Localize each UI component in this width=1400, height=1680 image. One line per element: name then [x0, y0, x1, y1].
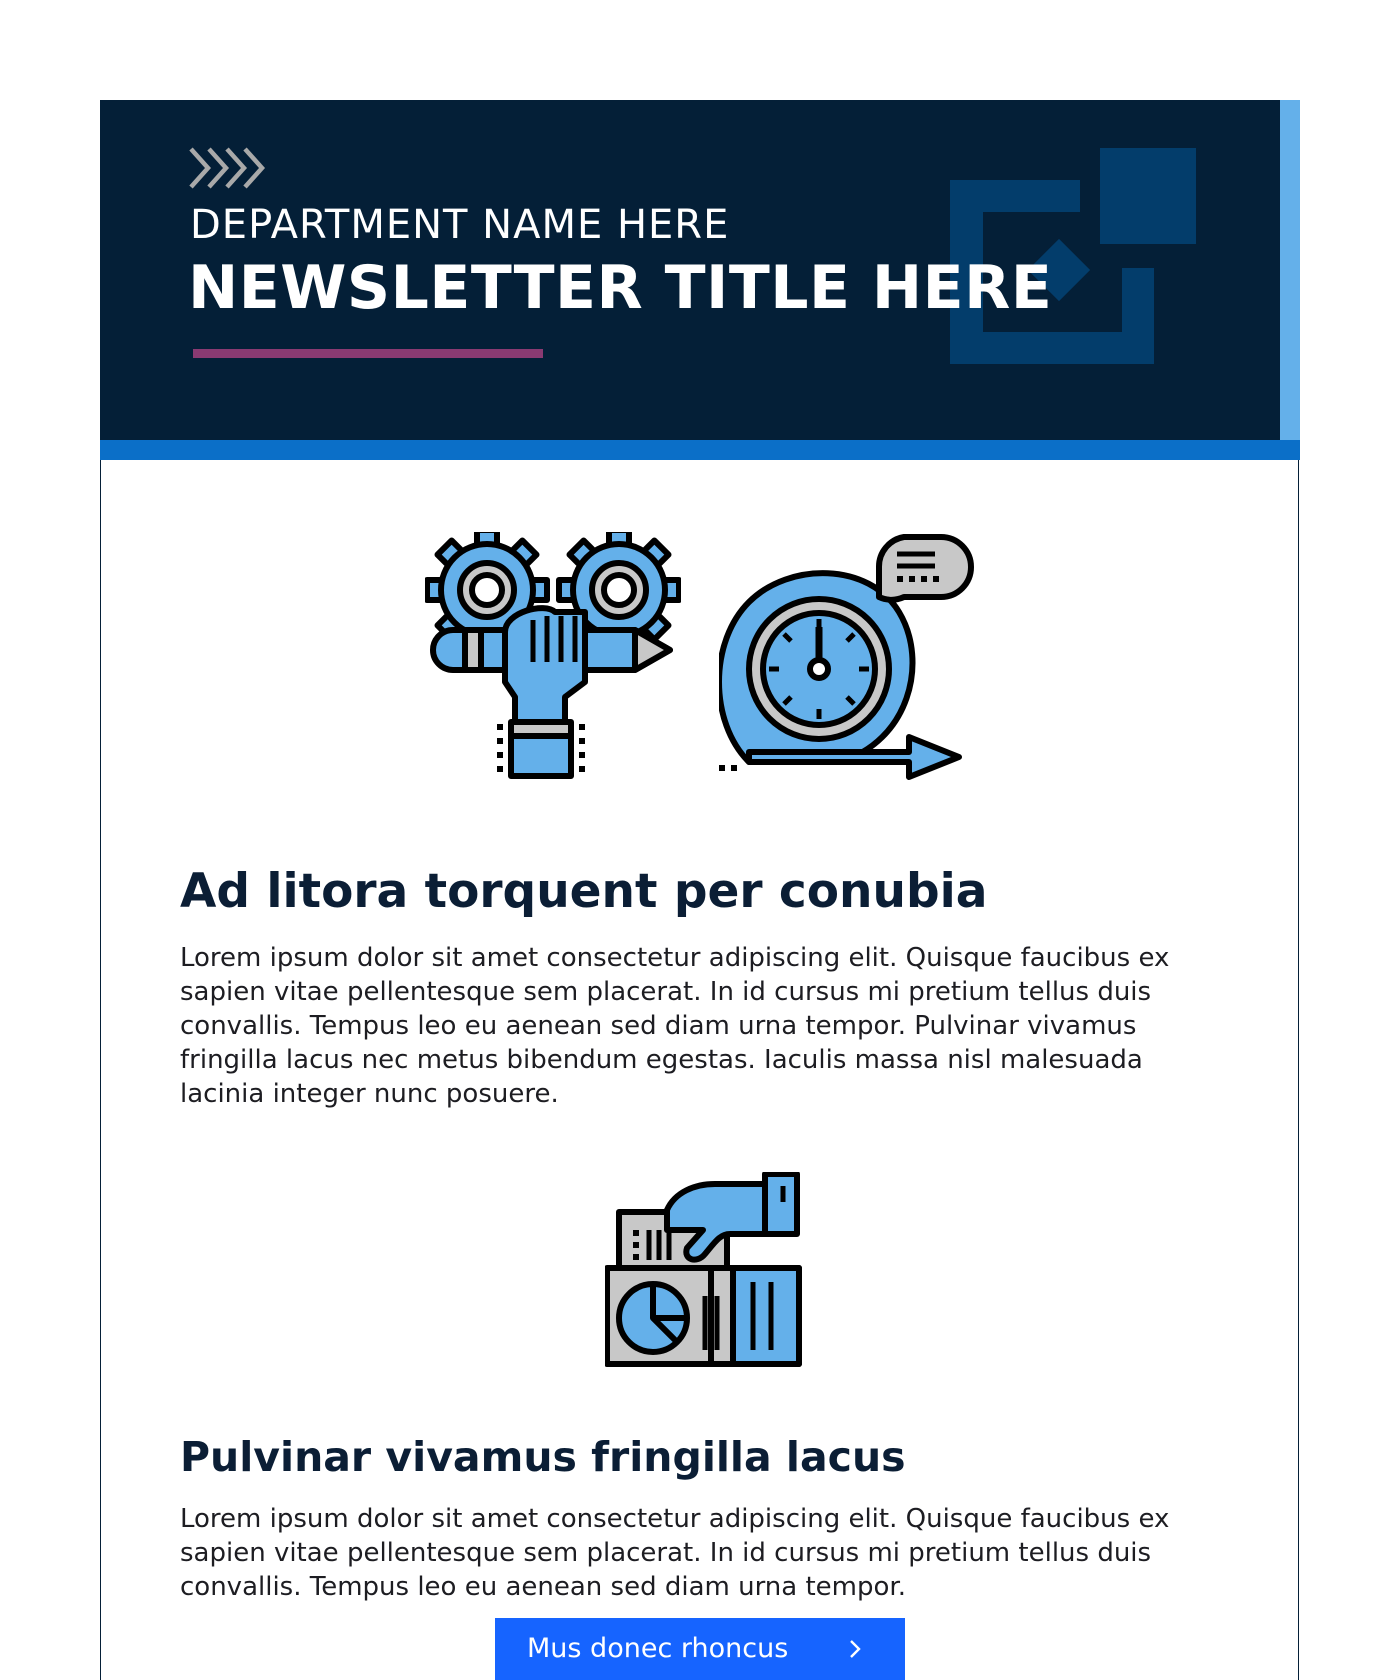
section-heading: Pulvinar vivamus fringilla lacus [180, 1433, 906, 1481]
cta-button-label: Mus donec rhoncus [527, 1633, 789, 1664]
chevrons-right-icon [188, 146, 272, 190]
section-body: Lorem ipsum dolor sit amet consectetur adipiscing elit. Quisque faucibus ex sapien vitae pellentesque sem placerat. In id cursus mi pretium tellus duis convallis. Tempus leo eu aenean sed diam urna tempor. [180, 1504, 1170, 1602]
section-body: Lorem ipsum dolor sit amet consectetur adipiscing elit. Quisque faucibus ex sapien vitae pellentesque sem placerat. In id cursus mi pretium tellus duis convallis. Tempus leo eu aenean sed diam urna tempor. Pulvinar vivamus fringilla lacus nec metus bibendum egestas. Iaculis massa nisl malesuada lacinia integer nunc posuere. [180, 943, 1170, 1109]
gears-hand-pencil-icon [425, 532, 681, 788]
hand-report-chart-icon [605, 1172, 805, 1372]
section-heading: Ad litora torquent per conubia [180, 864, 988, 919]
stopwatch-loop-icon [719, 532, 975, 788]
header-bottom-strip [100, 440, 1300, 460]
chevron-right-icon [847, 1638, 863, 1660]
cta-button[interactable] [495, 1618, 905, 1680]
department-name: DEPARTMENT NAME HERE [190, 202, 730, 248]
newsletter-header [100, 100, 1300, 460]
newsletter-title: NEWSLETTER TITLE HERE [188, 253, 1053, 323]
title-underline [193, 349, 543, 358]
header-accent-strip [1280, 100, 1300, 440]
